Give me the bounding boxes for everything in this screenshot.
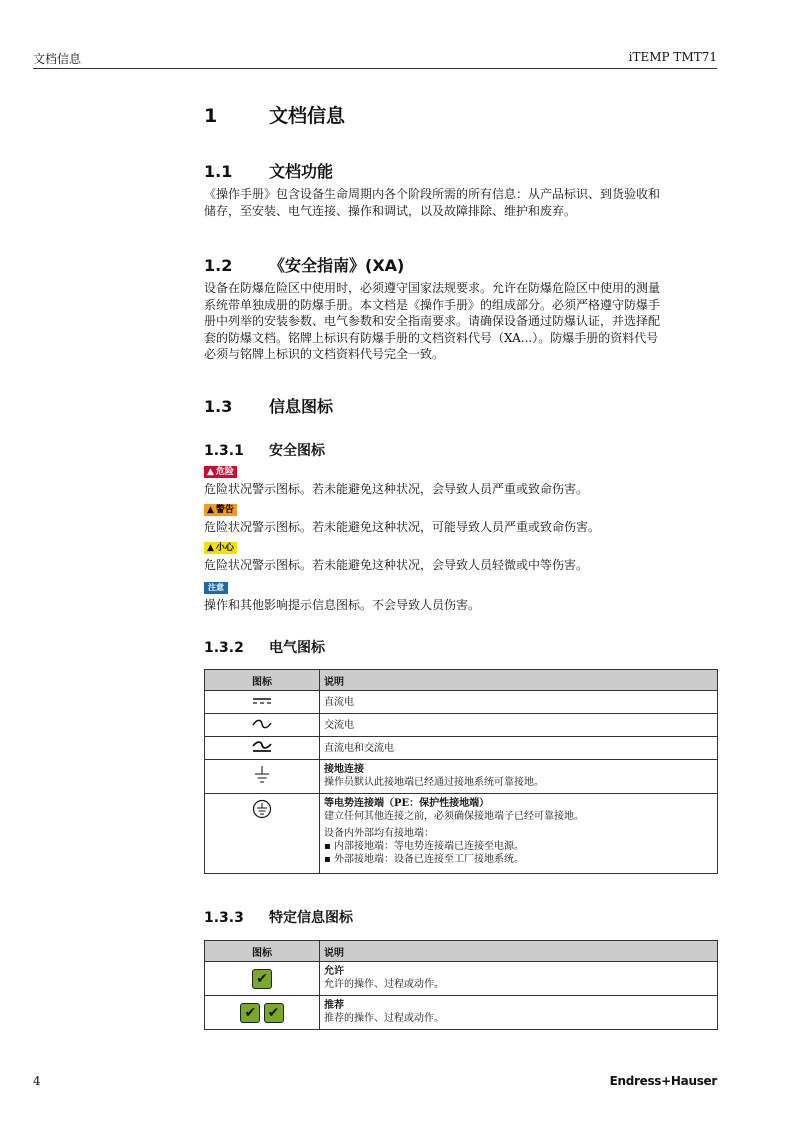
- cell-text: 允许的操作、过程或动作。: [324, 979, 444, 990]
- check-box-icon: ✔: [264, 1003, 284, 1023]
- section-heading-1-1: [204, 159, 333, 182]
- paragraph-line: 册中列举的安装参数、电气参数和安全指南要求。请确保设备通过防爆认证，并选择配: [204, 314, 661, 328]
- pe-icon: [205, 794, 320, 874]
- table-cell: 直流电: [320, 691, 718, 714]
- notice-badge: [204, 582, 228, 594]
- section-title: 文档功能: [269, 162, 334, 181]
- list-item-text: 外部接地端：设备已连接至工厂接地系统。: [333, 854, 524, 865]
- notice-description: 操作和其他影响提示信息图标。不会导致人员伤害。: [204, 598, 481, 612]
- cell-title: 推荐: [324, 1000, 344, 1011]
- page-header: [33, 48, 717, 69]
- list-item-text: 内部接地端：等电势连接端已连接至电源。: [333, 841, 524, 852]
- table-row: [205, 794, 718, 874]
- check-box-icon: ✔: [252, 969, 272, 989]
- cell-text: 设备内外部均有接地端：: [324, 828, 434, 839]
- warning-description: 危险状况警示图标。若未能避免这种状况，可能导致人员严重或致命伤害。: [204, 520, 601, 534]
- section-number: 1.3: [204, 397, 233, 416]
- table-cell: 直流电和交流电: [320, 737, 718, 760]
- cell-text: 建立任何其他连接之前，必须确保接地端子已经可靠接地。: [324, 811, 584, 822]
- table-cell: [320, 996, 718, 1030]
- warning-triangle-icon: ▲: [207, 505, 214, 515]
- paragraph-line: 必须与铭牌上标识的文档资料代号完全一致。: [204, 347, 445, 361]
- caution-description: 危险状况警示图标。若未能避免这种状况，会导致人员轻微或中等伤害。: [204, 558, 589, 572]
- table-header-row: [205, 941, 718, 962]
- section-heading-1-3-1: [204, 440, 325, 460]
- cell-title: 接地连接: [324, 764, 364, 775]
- section-title: 电气图标: [269, 640, 325, 656]
- cell-text: 推荐的操作、过程或动作。: [324, 1013, 444, 1024]
- cell-text: 操作员默认此接地端已经通过接地系统可靠接地。: [324, 777, 544, 788]
- section-number: 1.2: [204, 256, 233, 275]
- column-header: 图标: [205, 670, 320, 691]
- electrical-symbols-table: [204, 669, 718, 874]
- section-number: 1.3.2: [204, 640, 244, 656]
- table-row: [205, 996, 718, 1030]
- brand-logo: Endress+Hauser: [609, 1074, 717, 1088]
- section-number: 1.3.3: [204, 910, 244, 926]
- ac-icon: [205, 714, 320, 737]
- warning-triangle-icon: ▲: [207, 543, 214, 553]
- column-header: 说明: [320, 941, 718, 962]
- section-heading-1-3-2: [204, 637, 325, 657]
- paragraph-line: 设备在防爆危险区中使用时，必须遵守国家法规要求。允许在防爆危险区中使用的测量: [204, 281, 661, 295]
- double-checkmark-icon: [205, 996, 320, 1030]
- warning-triangle-icon: ▲: [207, 467, 214, 477]
- chapter-heading: [204, 101, 345, 128]
- specific-info-symbols-table: [204, 940, 718, 1030]
- table-cell: 交流电: [320, 714, 718, 737]
- table-cell: [320, 760, 718, 794]
- check-box-icon: ✔: [240, 1003, 260, 1023]
- paragraph-line: 系统带单独成册的防爆手册。本文档是《操作手册》的组成部分。必须严格遵守防爆手: [204, 297, 661, 312]
- chapter-title: 文档信息: [269, 105, 346, 127]
- section-number: 1.1: [204, 162, 233, 181]
- header-product-name: iTEMP TMT71: [628, 50, 717, 64]
- list-item: [324, 840, 713, 853]
- header-section-title: 文档信息: [33, 52, 82, 66]
- badge-label: 危险: [215, 467, 234, 477]
- section-title: 信息图标: [269, 397, 334, 416]
- danger-description: 危险状况警示图标。若未能避免这种状况，会导致人员严重或致命伤害。: [204, 482, 589, 496]
- section-number: 1.3.1: [204, 443, 244, 459]
- section-1-2-paragraph: [204, 280, 718, 363]
- table-row: [205, 962, 718, 996]
- column-header: 说明: [320, 670, 718, 691]
- paragraph-line: 套的防爆文档。铭牌上标识有防爆手册的文档资料代号（XA...）。防爆手册的资料代号: [204, 330, 659, 345]
- column-header: 图标: [205, 941, 320, 962]
- section-heading-1-3-3: [204, 907, 353, 927]
- section-1-1-paragraph: [204, 186, 718, 219]
- table-header-row: [205, 670, 718, 691]
- ground-icon: [205, 760, 320, 794]
- table-row: [205, 760, 718, 794]
- cell-title: 等电势连接端（PE：保护性接地端）: [324, 798, 490, 809]
- section-title: 安全图标: [269, 443, 325, 459]
- list-item: [324, 853, 713, 866]
- table-cell: [320, 962, 718, 996]
- table-row: [205, 737, 718, 760]
- table-row: [205, 691, 718, 714]
- bullet-icon: ▪: [324, 841, 334, 852]
- section-heading-1-3: [204, 394, 333, 417]
- table-row: [205, 714, 718, 737]
- page-number: 4: [33, 1074, 41, 1088]
- bullet-icon: ▪: [324, 854, 334, 865]
- caution-badge: [204, 542, 237, 554]
- danger-badge: [204, 466, 237, 478]
- badge-label: 注意: [208, 583, 224, 592]
- section-heading-1-2: [204, 253, 404, 276]
- paragraph-line: 《操作手册》包含设备生命周期内各个阶段所需的所有信息：从产品标识、到货验收和: [204, 187, 661, 201]
- section-title: 特定信息图标: [269, 910, 353, 926]
- badge-label: 警告: [215, 505, 234, 515]
- paragraph-line: 储存，至安装、电气连接、操作和调试，以及故障排除、维护和废弃。: [204, 203, 577, 218]
- warning-badge: [204, 504, 237, 516]
- acdc-icon: [205, 737, 320, 760]
- section-title: 《安全指南》(XA): [269, 256, 405, 275]
- chapter-number: 1: [204, 105, 218, 127]
- table-cell: [320, 794, 718, 874]
- cell-title: 允许: [324, 966, 344, 977]
- checkmark-icon: [205, 962, 320, 996]
- dc-icon: [205, 691, 320, 714]
- badge-label: 小心: [215, 543, 234, 553]
